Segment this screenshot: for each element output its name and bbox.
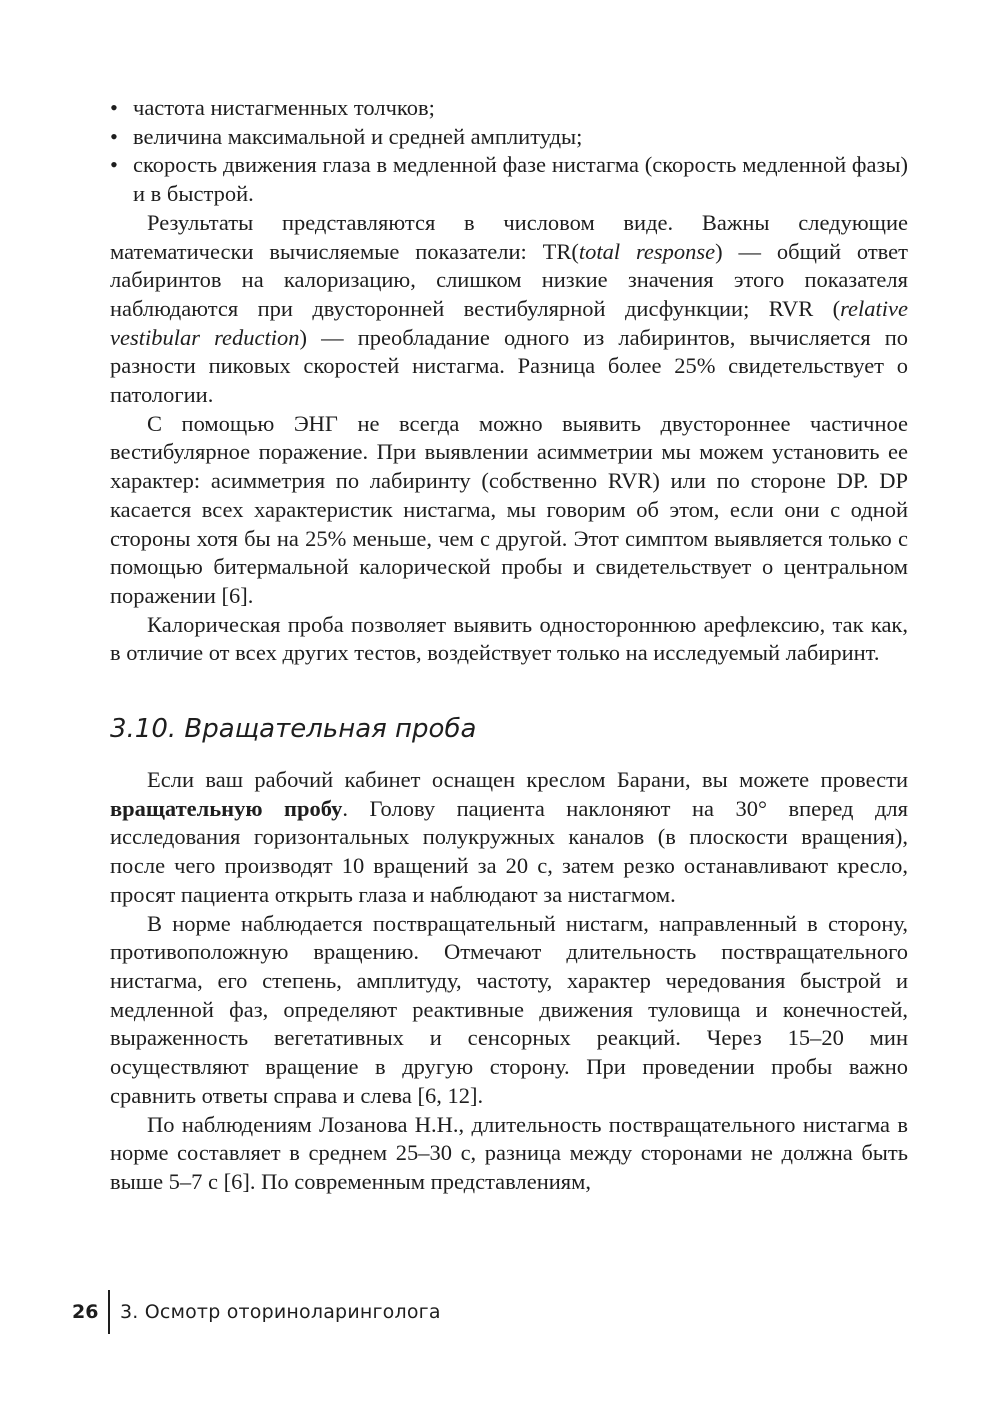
- bullet-item: • величина максимальной и средней амплитуды;: [110, 123, 908, 152]
- page-body: [110, 94, 908, 1197]
- section-heading: 3.10. Вращательная проба: [110, 714, 477, 745]
- paragraph-lozanov: По наблюдениям Лозанова Н.Н., длительность поствращательного нистагма в норме составляет в среднем 25–30 с, разница между сторонами не должна быть выше 5–7 с [6]. По современным представлениям,: [110, 1111, 908, 1194]
- bullet-item: • частота нистагменных толчков;: [110, 94, 908, 123]
- chapter-title: 3. Осмотр оториноларинголога: [120, 1301, 441, 1323]
- page-footer: [72, 1290, 441, 1334]
- paragraph-caloric: Калорическая проба позволяет выявить одностороннюю арефлексию, так как, в отличие от всех других тестов, воздействует только на исследуемый лабиринт.: [110, 611, 908, 666]
- paragraph-eng: С помощью ЭНГ не всегда можно выявить двустороннее частичное вестибулярное поражение. При выявлении асимметрии мы можем установить ее характер: асимметрия по лабиринту (собственно RVR) или по стороне DP. DP касается всех характеристик нистагма, мы говорим об этом, если они с одной стороны хотя бы на 25% меньше, чем с другой. Этот симптом выявляется только с помощью битермальной калорической пробы и свидетельствует о центральном поражении [6].: [110, 410, 908, 608]
- paragraph-rotation-intro: Если ваш рабочий кабинет оснащен креслом Барани, вы можете провести вращательную пробу. Голову пациента наклоняют на 30° вперед для исследования горизонтальных полукружных каналов (в плоскости вращения), после чего производят 10 вращений за 20 с, затем резко останавливают кресло, просят пациента открыть глаза и наблюдают за нистагмом.: [110, 767, 908, 907]
- paragraph-norm: В норме наблюдается поствращательный нистагм, направленный в сторону, противоположную вращению. Отмечают длительность поствращательного нистагма, его степень, амплитуду, частоту, характер чередования быстрой и медленной фаз, определяют реактивные движения туловища и конечностей, выраженность вегетативных и сенсорных реакций. Через 15–20 мин осуществляют вращение в другую сторону. При проведении пробы важно сравнить ответы справа и слева [6, 12].: [110, 910, 908, 1108]
- bullet-item: • скорость движения глаза в медленной фазе нистагма (скорость медленной фазы) и в быстрой.: [110, 151, 908, 208]
- page-number: 26: [72, 1301, 99, 1323]
- footer-divider: [108, 1290, 110, 1334]
- paragraph-results: Результаты представляются в числовом виде. Важны следующие математически вычисляемые показатели: TR(total response) — общий ответ лабиринтов на калоризацию, слишком низкие значения этого показателя наблюдаются при двусторонней вестибулярной дисфункции; RVR (relative vestibular reduction) — преобладание одного из лабиринтов, вычисляется по разности пиковых скоростей нистагма. Разница более 25% свидетельствует о патологии.: [110, 209, 909, 408]
- bullet-list: [110, 94, 908, 209]
